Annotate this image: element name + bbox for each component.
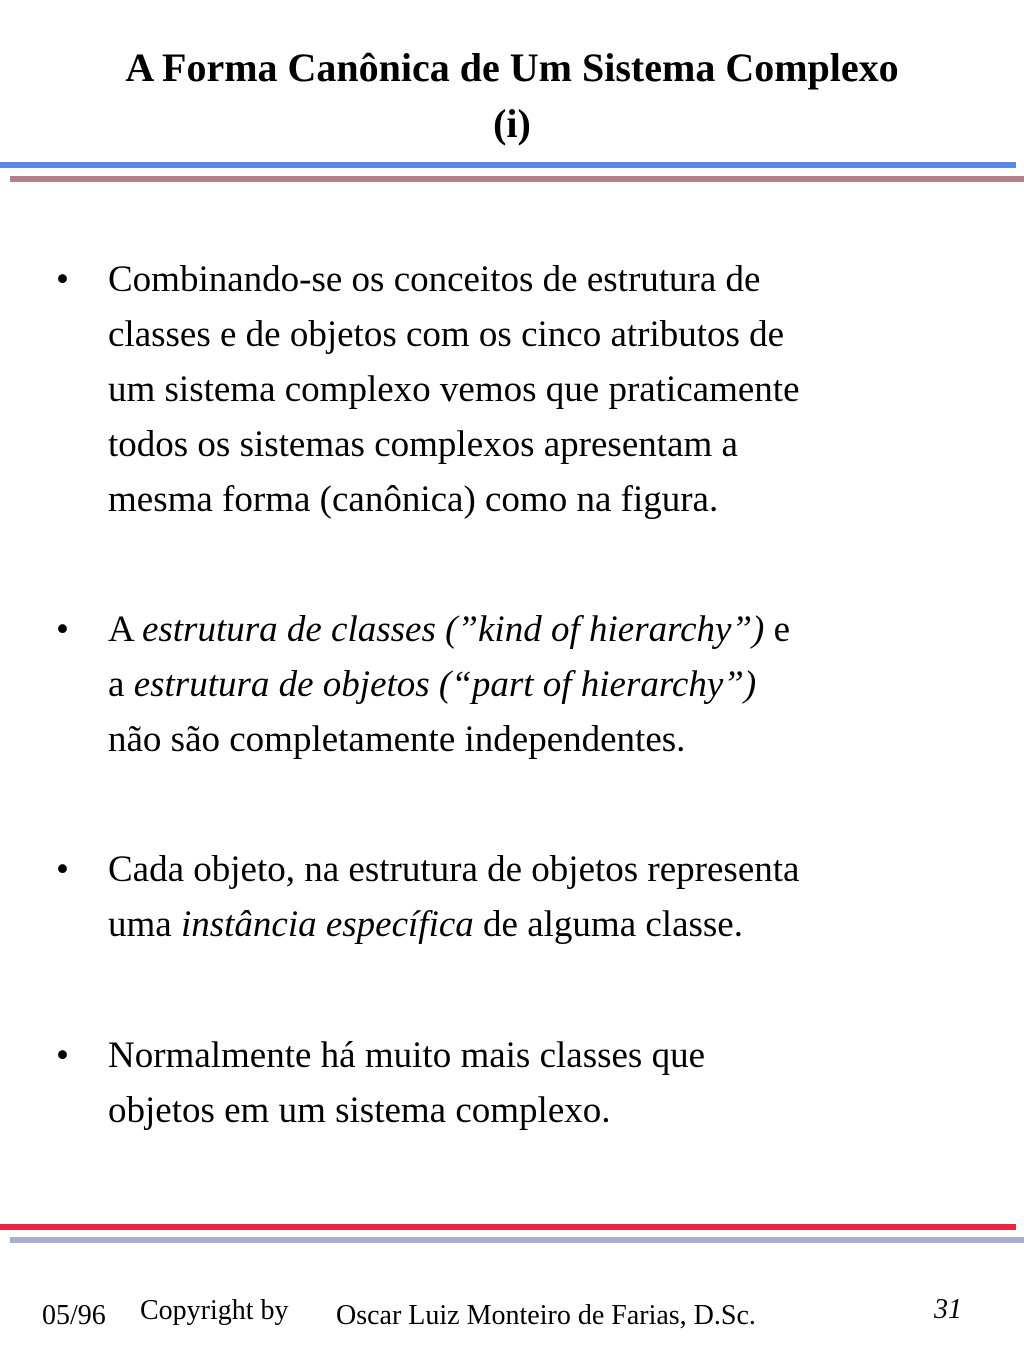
bullet-line: classes e de objetos com os cinco atributos de	[108, 314, 785, 355]
footer-copyright: Copyright by	[140, 1295, 289, 1326]
footer-date: 05/96	[42, 1300, 106, 1331]
bullet-item-2	[56, 602, 988, 767]
bullet-line: todos os sistemas complexos apresentam a	[108, 424, 738, 465]
slide-title-line2: (i)	[493, 101, 531, 146]
bullet-line: não são completamente independentes.	[108, 719, 686, 760]
bullet-emphasis: estrutura de objetos (“part of hierarchy”)	[133, 664, 757, 705]
bullet-line: um sistema complexo vemos que praticamente	[108, 369, 800, 410]
bottom-rule-red	[0, 1224, 1016, 1230]
bullet-dot: •	[56, 609, 69, 650]
bottom-rule-lavender	[10, 1237, 1024, 1243]
slide-title-line1: A Forma Canônica de Um Sistema Complexo	[125, 45, 899, 90]
bullet-line: Cada objeto, na estrutura de objetos representa	[108, 849, 800, 890]
bullet-dot: •	[56, 1035, 69, 1076]
footer-author: Oscar Luiz Monteiro de Farias, D.Sc.	[336, 1300, 756, 1331]
bullet-item-1	[56, 252, 988, 527]
bullet-line: Combinando-se os conceitos de estrutura de	[108, 259, 761, 300]
bullet-item-4	[56, 1028, 988, 1138]
bullet-text: de alguma classe.	[473, 904, 743, 945]
bullet-line	[108, 657, 988, 712]
bullet-text: a	[108, 664, 134, 705]
page-number: 31	[934, 1294, 962, 1325]
bullet-line: Normalmente há muito mais classes que	[108, 1035, 705, 1076]
top-rule-mauve	[10, 176, 1024, 182]
bullet-dot: •	[56, 259, 69, 300]
bullet-text: A	[108, 609, 142, 650]
bullet-emphasis: instância específica	[180, 904, 474, 945]
bullet-line: objetos em um sistema complexo.	[108, 1090, 611, 1131]
bullet-text: e	[764, 609, 791, 650]
bullet-line	[108, 602, 988, 657]
bullet-item-3	[56, 842, 988, 952]
bullet-line: mesma forma (canônica) como na figura.	[108, 479, 719, 520]
bullet-emphasis: estrutura de classes (”kind of hierarchy”)	[141, 609, 765, 650]
bullet-dot: •	[56, 849, 69, 890]
bullet-text: uma	[108, 904, 181, 945]
bullet-line	[108, 897, 988, 952]
top-rule-blue	[0, 162, 1016, 168]
slide-title	[0, 40, 1024, 152]
